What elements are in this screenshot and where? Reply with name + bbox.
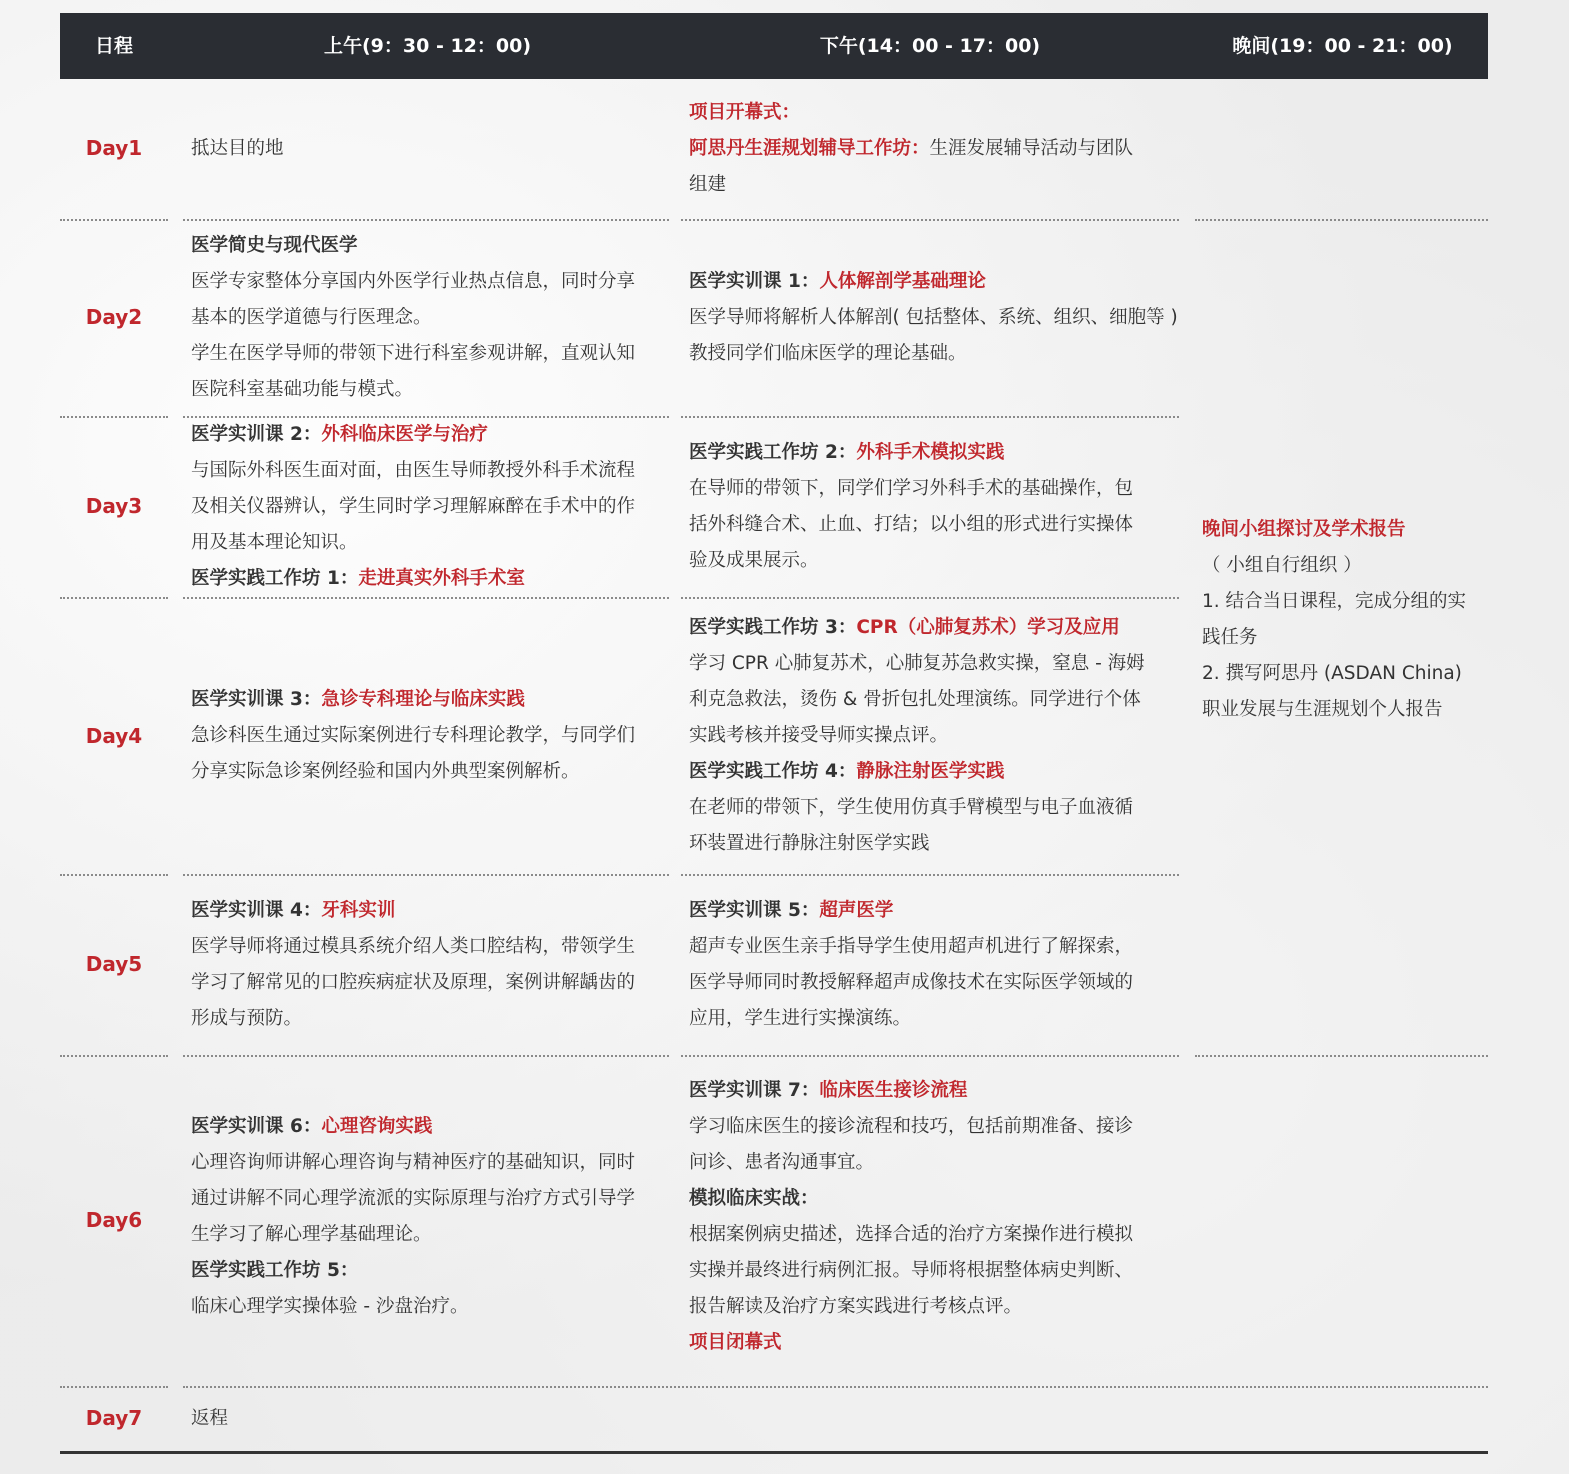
day4-afternoon <box>689 610 1179 862</box>
course-desc: 用及基本理论知识。 <box>191 532 358 553</box>
course-title: 医学实践工作坊 3： <box>689 617 857 638</box>
course-desc: 学习了解常见的口腔疾病症状及原理，案例讲解龋齿的 <box>191 972 636 993</box>
course-title: 医学实践工作坊 2： <box>689 442 857 463</box>
course-desc: 心理咨询师讲解心理咨询与精神医疗的基础知识，同时 <box>191 1152 636 1173</box>
course-topic: 静脉注射医学实践 <box>856 761 1005 782</box>
header-day: 日程 <box>94 35 133 57</box>
course-title: 医学简史与现代医学 <box>191 235 358 256</box>
course-desc: 急诊科医生通过实际案例进行专科理论教学，与同学们 <box>191 725 636 746</box>
day1-morning-text: 抵达目的地 <box>191 138 284 159</box>
course-desc: 医院科室基础功能与模式。 <box>191 379 414 400</box>
career-workshop-desc-2: 组建 <box>689 174 727 195</box>
divider <box>60 416 168 418</box>
course-desc: 环装置进行静脉注射医学实践 <box>689 833 930 854</box>
evening-desc: 2. 撰写阿思丹 (ASDAN China) <box>1202 663 1462 684</box>
career-workshop-desc: 生涯发展辅导活动与团队 <box>929 138 1134 159</box>
course-desc: 医学导师将通过模具系统介绍人类口腔结构，带领学生 <box>191 936 636 957</box>
course-topic: 走进真实外科手术室 <box>358 568 525 589</box>
course-desc: 与国际外科医生面对面，由医生导师教授外科手术流程 <box>191 460 636 481</box>
day1-afternoon <box>689 95 1179 203</box>
schedule-header <box>60 13 1488 79</box>
day2-morning <box>191 228 661 408</box>
divider <box>681 219 1179 221</box>
divider <box>60 1055 168 1057</box>
course-title: 模拟临床实战： <box>689 1188 819 1209</box>
divider <box>60 597 168 599</box>
course-desc: 生学习了解心理学基础理论。 <box>191 1224 432 1245</box>
course-topic: CPR（心肺复苏术）学习及应用 <box>856 617 1120 638</box>
divider <box>183 1055 669 1057</box>
day5-afternoon <box>689 893 1179 1037</box>
course-desc: 教授同学们临床医学的理论基础。 <box>689 343 967 364</box>
divider <box>681 416 1179 418</box>
course-topic: 人体解剖学基础理论 <box>819 271 986 292</box>
divider <box>1195 1055 1488 1057</box>
day-label: Day2 <box>85 305 143 329</box>
closing-ceremony: 项目闭幕式 <box>689 1332 782 1353</box>
course-title: 医学实训课 1： <box>689 271 820 292</box>
day4-morning <box>191 682 661 790</box>
course-desc: 实践考核并接受导师实操点评。 <box>689 725 949 746</box>
course-title: 医学实训课 7： <box>689 1080 820 1101</box>
day-label: Day3 <box>85 494 143 518</box>
day-label: Day4 <box>85 724 143 748</box>
course-desc: 验及成果展示。 <box>689 550 819 571</box>
course-title: 医学实训课 2： <box>191 424 322 445</box>
course-desc: 基本的医学道德与行医理念。 <box>191 307 432 328</box>
day7-morning-text: 返程 <box>191 1408 229 1429</box>
table-bottom-border <box>60 1451 1488 1454</box>
course-title: 医学实训课 5： <box>689 900 820 921</box>
day-label: Day6 <box>85 1208 143 1232</box>
evening-activity <box>1202 512 1487 728</box>
day-label: Day7 <box>85 1406 143 1430</box>
course-desc: 实操并最终进行病例汇报。导师将根据整体病史判断、 <box>689 1260 1134 1281</box>
day3-morning <box>191 417 661 597</box>
evening-desc: 1. 结合当日课程，完成分组的实 <box>1202 591 1467 612</box>
course-desc: 医学导师将解析人体解剖( 包括整体、系统、组织、细胞等 ) <box>689 307 1178 328</box>
career-workshop-title: 阿思丹生涯规划辅导工作坊： <box>689 138 930 159</box>
course-desc: 超声专业医生亲手指导学生使用超声机进行了解探索， <box>689 936 1134 957</box>
day6-afternoon <box>689 1073 1179 1361</box>
day5-morning <box>191 893 661 1037</box>
course-desc: 临床心理学实操体验 - 沙盘治疗。 <box>191 1296 469 1317</box>
day2-afternoon <box>689 264 1179 372</box>
course-desc: 问诊、患者沟通事宜。 <box>689 1152 875 1173</box>
course-desc: 在老师的带领下，学生使用仿真手臂模型与电子血液循 <box>689 797 1134 818</box>
day3-afternoon <box>689 435 1179 579</box>
course-desc: 学习 CPR 心肺复苏术，心肺复苏急救实操，窒息 - 海姆 <box>689 653 1145 674</box>
course-title: 医学实训课 6： <box>191 1116 322 1137</box>
course-topic: 牙科实训 <box>321 900 396 921</box>
course-desc: 医学专家整体分享国内外医学行业热点信息，同时分享 <box>191 271 636 292</box>
divider <box>60 874 168 876</box>
course-desc: 及相关仪器辨认，学生同时学习理解麻醉在手术中的作 <box>191 496 636 517</box>
course-desc: 括外科缝合术、止血、打结；以小组的形式进行实操体 <box>689 514 1134 535</box>
evening-desc: 职业发展与生涯规划个人报告 <box>1202 699 1443 720</box>
day-label: Day5 <box>85 952 143 976</box>
course-topic: 急诊专科理论与临床实践 <box>321 689 525 710</box>
divider <box>183 597 669 599</box>
course-desc: 报告解读及治疗方案实践进行考核点评。 <box>689 1296 1023 1317</box>
header-morning: 上午(9：30 - 12：00) <box>323 35 532 57</box>
divider <box>60 219 168 221</box>
day1-morning <box>191 131 661 167</box>
divider <box>60 1386 168 1388</box>
course-topic: 外科手术模拟实践 <box>856 442 1005 463</box>
course-desc: 学习临床医生的接诊流程和技巧，包括前期准备、接诊 <box>689 1116 1134 1137</box>
evening-title: 晚间小组探讨及学术报告 <box>1202 519 1406 540</box>
header-evening: 晚间(19：00 - 21：00) <box>1232 35 1453 57</box>
course-desc: 形成与预防。 <box>191 1008 303 1029</box>
course-topic: 临床医生接诊流程 <box>819 1080 968 1101</box>
course-desc: 通过讲解不同心理学流派的实际原理与治疗方式引导学 <box>191 1188 636 1209</box>
evening-desc: 践任务 <box>1202 627 1258 648</box>
opening-ceremony: 项目开幕式： <box>689 102 801 123</box>
course-desc: 应用，学生进行实操演练。 <box>689 1008 912 1029</box>
course-title: 医学实践工作坊 4： <box>689 761 857 782</box>
course-title: 医学实训课 3： <box>191 689 322 710</box>
course-desc: 在导师的带领下，同学们学习外科手术的基础操作，包 <box>689 478 1134 499</box>
day6-morning <box>191 1109 661 1325</box>
day7-morning <box>191 1401 661 1437</box>
divider <box>681 597 1179 599</box>
divider <box>183 874 669 876</box>
course-title: 医学实训课 4： <box>191 900 322 921</box>
course-topic: 心理咨询实践 <box>321 1116 433 1137</box>
divider <box>681 874 1179 876</box>
divider <box>681 1055 1179 1057</box>
course-title: 医学实践工作坊 5： <box>191 1260 359 1281</box>
course-title: 医学实践工作坊 1： <box>191 568 359 589</box>
course-desc: 利克急救法，烫伤 & 骨折包扎处理演练。同学进行个体 <box>689 689 1141 710</box>
divider <box>1195 219 1488 221</box>
course-desc: 分享实际急诊案例经验和国内外典型案例解析。 <box>191 761 580 782</box>
evening-desc: （ 小组自行组织 ） <box>1202 555 1362 576</box>
divider <box>183 219 669 221</box>
header-afternoon: 下午(14：00 - 17：00) <box>819 35 1041 57</box>
course-desc: 医学导师同时教授解释超声成像技术在实际医学领域的 <box>689 972 1134 993</box>
day-label: Day1 <box>85 136 143 160</box>
divider <box>183 1386 1488 1388</box>
course-desc: 学生在医学导师的带领下进行科室参观讲解，直观认知 <box>191 343 636 364</box>
course-topic: 外科临床医学与治疗 <box>321 424 488 445</box>
course-desc: 根据案例病史描述，选择合适的治疗方案操作进行模拟 <box>689 1224 1134 1245</box>
course-topic: 超声医学 <box>819 900 894 921</box>
